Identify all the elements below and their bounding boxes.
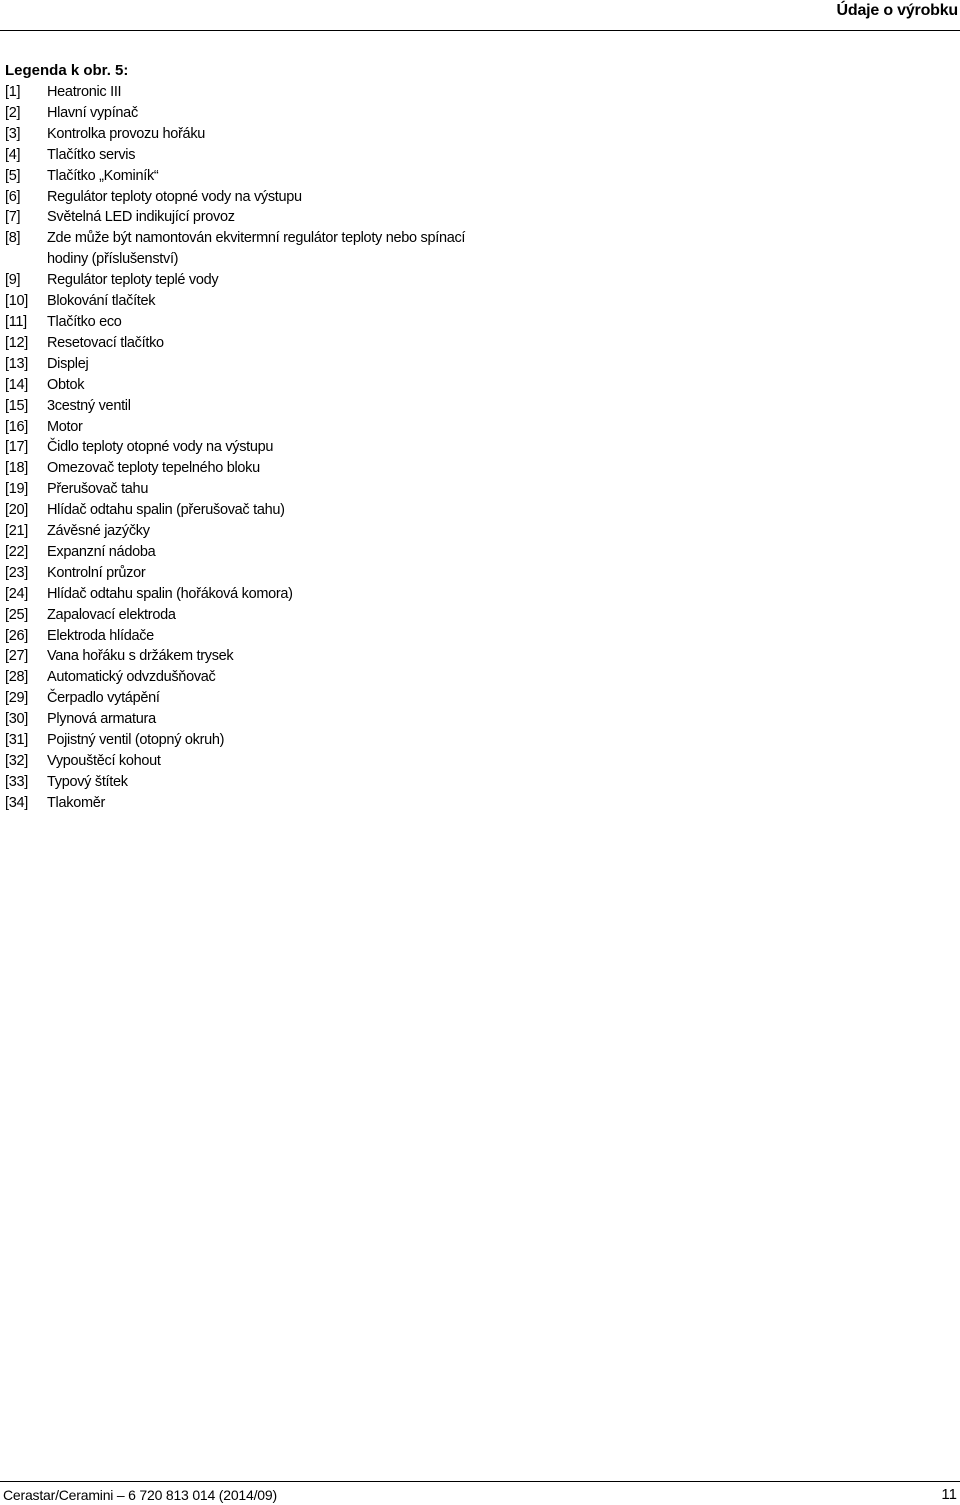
legend-item-label: Motor (47, 418, 83, 435)
legend-item-label: Plynová armatura (47, 711, 156, 728)
legend-item-number: [24] (5, 585, 28, 602)
legend-item-number: [16] (5, 418, 28, 435)
figure-legend (5, 60, 505, 814)
legend-item-number: [32] (5, 753, 28, 769)
legend-item-label: Kontrolní průzor (47, 564, 146, 581)
legend-item-number: [25] (5, 606, 28, 623)
legend-item-label: Omezovač teploty tepelného bloku (47, 460, 260, 477)
legend-item-label: Závěsné jazýčky (47, 523, 150, 540)
legend-item-label: Heatronic III (47, 84, 122, 100)
legend-item-label: Resetovací tlačítko (47, 334, 164, 351)
legend-item-label: Displej (47, 355, 89, 372)
legend-item-number: [6] (5, 188, 21, 205)
legend-item (5, 291, 505, 312)
legend-item-number: [28] (5, 669, 28, 686)
legend-item-number: [20] (5, 502, 28, 519)
legend-item (5, 124, 505, 145)
legend-item-number: [26] (5, 627, 28, 644)
legend-item (5, 375, 505, 396)
legend-list (5, 82, 505, 814)
legend-item-label: 3cestný ventil (47, 397, 131, 414)
legend-item-label: Tlakoměr (47, 794, 106, 811)
legend-item-label: Zde může být namontován ekvitermní regulátor teploty nebo spínací hodiny (příslušenství) (47, 230, 466, 268)
legend-item (5, 166, 505, 187)
legend-item-label: Tlačítko servis (47, 146, 136, 163)
legend-item-number: [19] (5, 481, 28, 498)
legend-item-label: Automatický odvzdušňovač (47, 669, 216, 686)
legend-item (5, 207, 505, 228)
legend-item-number: [33] (5, 773, 28, 790)
legend-item (5, 458, 505, 479)
legend-item (5, 228, 505, 270)
legend-item-number: [17] (5, 439, 28, 456)
legend-item-number: [8] (5, 230, 21, 247)
legend-item (5, 709, 505, 730)
legend-item-label: Hlídač odtahu spalin (hořáková komora) (47, 585, 293, 602)
legend-item-label: Expanzní nádoba (47, 543, 156, 560)
legend-item (5, 688, 505, 709)
legend-item-label: Čidlo teploty otopné vody na výstupu (47, 439, 274, 456)
legend-item-label: Kontrolka provozu hořáku (47, 125, 206, 142)
legend-item-label: Blokování tlačítek (47, 293, 156, 310)
legend-item-label: Elektroda hlídače (47, 627, 154, 644)
legend-item-label: Tlačítko „Kominík“ (47, 167, 159, 184)
legend-item-number: [12] (5, 334, 28, 351)
legend-item-label: Zapalovací elektroda (47, 606, 176, 623)
legend-item-number: [22] (5, 543, 28, 560)
legend-item-number: [31] (5, 732, 28, 749)
legend-item (5, 563, 505, 584)
legend-item (5, 793, 505, 814)
legend-item-number: [30] (5, 711, 28, 728)
page-number: 11 (941, 1486, 957, 1503)
legend-item-number: [1] (5, 84, 21, 100)
legend-item (5, 646, 505, 667)
legend-item-label: Obtok (47, 376, 85, 393)
legend-item-label: Vana hořáku s držákem trysek (47, 648, 234, 665)
legend-item (5, 479, 505, 500)
legend-item-number: [29] (5, 690, 28, 707)
legend-item-number: [2] (5, 104, 21, 121)
legend-item-label: Přerušovač tahu (47, 481, 149, 498)
legend-item (5, 187, 505, 208)
legend-item-label: Regulátor teploty otopné vody na výstupu (47, 188, 302, 205)
legend-item-number: [18] (5, 460, 28, 477)
legend-item (5, 626, 505, 647)
legend-item (5, 333, 505, 354)
legend-item (5, 270, 505, 291)
legend-item (5, 417, 505, 438)
legend-heading: Legenda k obr. 5: (5, 62, 129, 79)
legend-item-number: [14] (5, 376, 28, 393)
legend-item-number: [23] (5, 564, 28, 581)
legend-item-label: Typový štítek (47, 773, 128, 790)
legend-item (5, 605, 505, 626)
footer-divider (0, 1481, 960, 1482)
legend-item (5, 396, 505, 417)
legend-item (5, 584, 505, 605)
legend-item (5, 437, 505, 458)
legend-item (5, 312, 505, 333)
legend-item (5, 542, 505, 563)
legend-item-label: Hlídač odtahu spalin (přerušovač tahu) (47, 502, 285, 519)
legend-item-number: [34] (5, 794, 28, 811)
legend-item-number: [3] (5, 125, 21, 142)
legend-item (5, 521, 505, 542)
legend-item-number: [13] (5, 355, 28, 372)
legend-item-label: Hlavní vypínač (47, 104, 138, 121)
legend-item-number: [10] (5, 293, 28, 310)
legend-item-label: Vypouštěcí kohout (47, 753, 161, 769)
legend-item-label: Regulátor teploty teplé vody (47, 272, 219, 289)
legend-item-label: Pojistný ventil (otopný okruh) (47, 732, 225, 749)
legend-item-number: [5] (5, 167, 21, 184)
legend-item (5, 500, 505, 521)
legend-item (5, 82, 505, 103)
legend-item (5, 145, 505, 166)
legend-item (5, 667, 505, 688)
legend-item (5, 354, 505, 375)
legend-item (5, 751, 505, 772)
document-reference: Cerastar/Ceramini – 6 720 813 014 (2014/09) (3, 1487, 277, 1503)
legend-item-label: Čerpadlo vytápění (47, 690, 160, 707)
legend-item-label: Tlačítko eco (47, 313, 122, 330)
legend-item-number: [21] (5, 523, 28, 540)
legend-item (5, 730, 505, 751)
legend-item-number: [9] (5, 272, 21, 289)
page-section-title: Údaje o výrobku (836, 2, 958, 19)
legend-item-number: [15] (5, 397, 28, 414)
header-divider (0, 30, 960, 31)
legend-item-number: [27] (5, 648, 28, 665)
legend-item (5, 103, 505, 124)
legend-item (5, 772, 505, 793)
legend-item-number: [7] (5, 209, 21, 226)
legend-item-label: Světelná LED indikující provoz (47, 209, 235, 226)
legend-item-number: [11] (5, 313, 27, 330)
legend-item-number: [4] (5, 146, 21, 163)
